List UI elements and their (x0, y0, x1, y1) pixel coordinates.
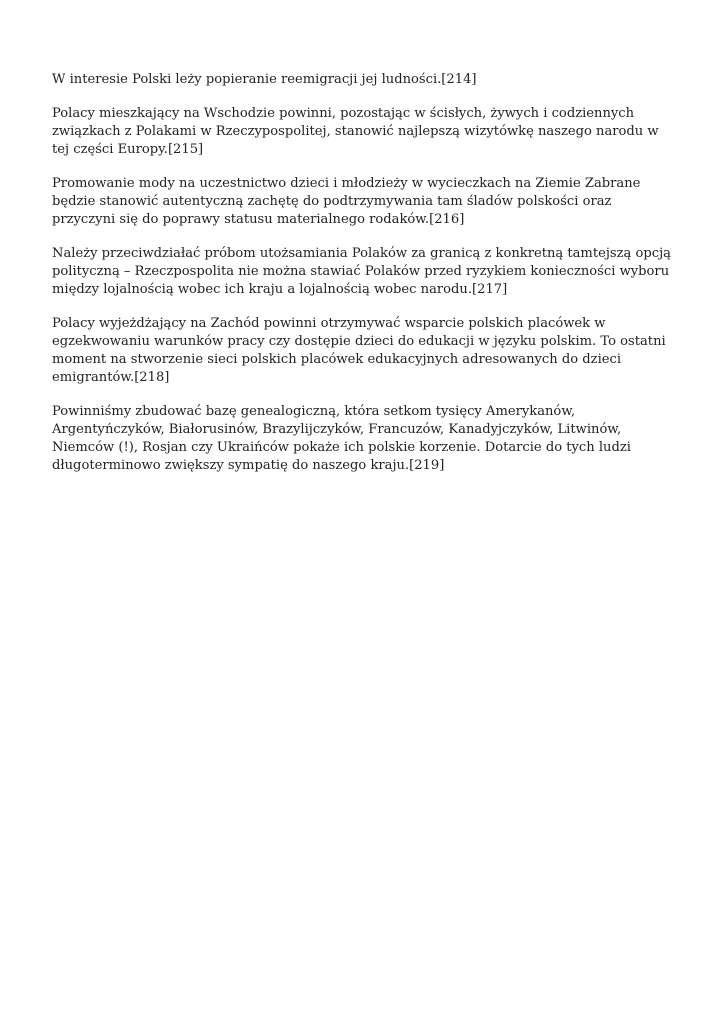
paragraph-214: W interesie Polski leży popieranie reemigracji jej ludności.[214] (52, 72, 477, 87)
paragraph-217: Należy przeciwdziałać próbom utożsamiania Polaków za granicą z konkretną tamtejszą opcją polityczną – Rzeczpospolita nie można stawiać Polaków przed ryzykiem konieczności wyboru między lojalnością wobec ich kraju a lojalnością wobec narodu.[217] (52, 246, 671, 297)
paragraph-215: Polacy mieszkający na Wschodzie powinni, pozostając w ścisłych, żywych i codziennych związkach z Polakami w Rzeczypospolitej, stanowić najlepszą wizytówkę naszego narodu w tej części Europy.[215] (52, 106, 659, 157)
document-page (52, 71, 678, 491)
paragraph-218: Polacy wyjeżdżający na Zachód powinni otrzymywać wsparcie polskich placówek w egzekwowaniu warunków pracy czy dostępie dzieci do edukacji w języku polskim. To ostatni moment na stworzenie sieci polskich placówek edukacyjnych adresowanych do dzieci emigrantów.[218] (52, 316, 666, 385)
paragraph-219: Powinniśmy zbudować bazę genealogiczną, która setkom tysięcy Amerykanów, Argentyńczyków, Białorusinów, Brazylijczyków, Francuzów, Kanadyjczyków, Litwinów, Niemców (!), Rosjan czy Ukraińców pokaże ich polskie korzenie. Dotarcie do tych ludzi długoterminowo zwiększy sympatię do naszego kraju.[219] (52, 404, 631, 473)
paragraph-216: Promowanie mody na uczestnictwo dzieci i młodzieży w wycieczkach na Ziemie Zabrane będzie stanowić autentyczną zachętę do podtrzymywania tam śladów polskości oraz przyczyni się do poprawy statusu materialnego rodaków.[216] (52, 176, 641, 227)
